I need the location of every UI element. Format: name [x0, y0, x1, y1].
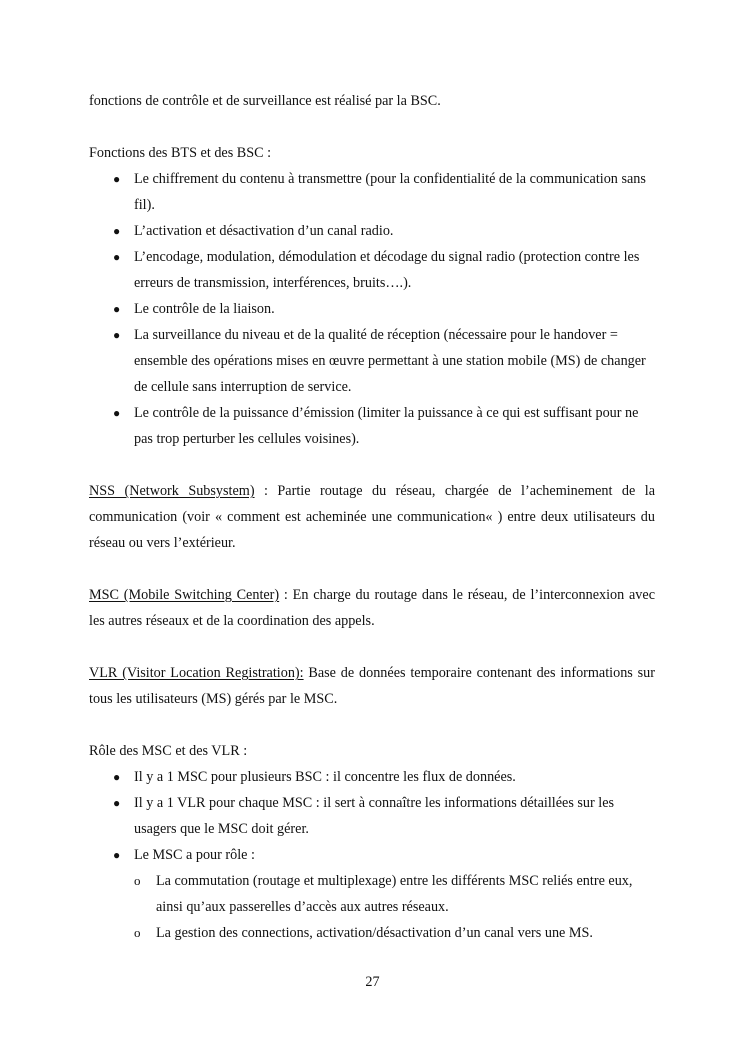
list-item — [89, 400, 655, 452]
spacer — [89, 114, 655, 140]
list-item — [89, 296, 655, 322]
list-item-text: Le chiffrement du contenu à transmettre (pour la confidentialité de la communication sans fil). — [134, 171, 646, 213]
list-item — [89, 244, 655, 296]
list-item-text: L’encodage, modulation, démodulation et décodage du signal radio (protection contre les erreurs de transmission, interférences, bruits….). — [134, 249, 640, 291]
circle-bullet-icon: o — [134, 873, 141, 888]
msc-paragraph — [89, 582, 655, 634]
nss-paragraph — [89, 478, 655, 556]
bullet-icon: ● — [113, 406, 121, 420]
document-page — [89, 88, 655, 946]
vlr-term: VLR (Visitor Location Registration): — [89, 665, 304, 681]
bullet-icon: ● — [113, 796, 121, 810]
vlr-paragraph — [89, 660, 655, 712]
list-item-text: Il y a 1 VLR pour chaque MSC : il sert à connaître les informations détaillées sur les usagers que le MSC doit gérer. — [134, 795, 615, 837]
list-item — [89, 790, 655, 842]
bts-bsc-heading: Fonctions des BTS et des BSC : — [89, 145, 272, 161]
bullet-icon: ● — [113, 770, 121, 784]
spacer — [89, 556, 655, 582]
msc-term: MSC (Mobile Switching Center) — [89, 587, 280, 603]
sub-list-item-text: La commutation (routage et multiplexage) entre les différents MSC reliés entre eux, ainsi qu’aux passerelles d’accès aux autres réseaux. — [156, 873, 633, 915]
list-item — [89, 322, 655, 400]
list-item — [89, 218, 655, 244]
list-item-text: Le contrôle de la puissance d’émission (limiter la puissance à ce qui est suffisant pour ne pas trop perturber les cellules voisines). — [134, 405, 639, 447]
intro-line: fonctions de contrôle et de surveillance est réalisé par la BSC. — [89, 93, 441, 109]
bullet-icon: ● — [113, 302, 121, 316]
page-number: 27 — [365, 974, 380, 990]
list-item-text: Il y a 1 MSC pour plusieurs BSC : il concentre les flux de données. — [134, 769, 516, 785]
list-item-text: Le contrôle de la liaison. — [134, 301, 275, 317]
list-item — [89, 166, 655, 218]
spacer — [89, 712, 655, 738]
msc-role-sublist — [134, 868, 655, 946]
nss-text: : Partie routage du réseau, chargée de l’acheminement de la communication (voir « comment est acheminée une communication« ) entre deux utilisateurs du réseau ou vers l’extérieur. — [89, 483, 656, 551]
spacer — [89, 452, 655, 478]
bullet-icon: ● — [113, 224, 121, 238]
msc-text: : En charge du routage dans le réseau, de l’interconnexion avec les autres réseaux et de la coordination des appels. — [89, 587, 655, 629]
sub-list-item-text: La gestion des connections, activation/désactivation d’un canal vers une MS. — [156, 925, 593, 941]
spacer — [89, 634, 655, 660]
list-item — [89, 842, 655, 946]
bullet-icon: ● — [113, 172, 121, 186]
sub-list-item — [134, 920, 655, 946]
bullet-icon: ● — [113, 848, 121, 862]
bts-bsc-list — [89, 166, 655, 452]
list-item-text: Le MSC a pour rôle : — [134, 847, 255, 863]
roles-heading: Rôle des MSC et des VLR : — [89, 743, 248, 759]
list-item-text: L’activation et désactivation d’un canal radio. — [134, 223, 394, 239]
vlr-text: Base de données temporaire contenant des informations sur tous les utilisateurs (MS) gérés par le MSC. — [89, 665, 655, 707]
bullet-icon: ● — [113, 250, 121, 264]
list-item — [89, 764, 655, 790]
nss-term: NSS (Network Subsystem) — [89, 483, 255, 499]
circle-bullet-icon: o — [134, 925, 141, 940]
bullet-icon: ● — [113, 328, 121, 342]
list-item-text: La surveillance du niveau et de la qualité de réception (nécessaire pour le handover = ensemble des opérations mises en œuvre permettant à une station mobile (MS) de changer de cellule sans interruption de service. — [134, 327, 646, 395]
roles-list — [89, 764, 655, 946]
sub-list-item — [134, 868, 655, 920]
